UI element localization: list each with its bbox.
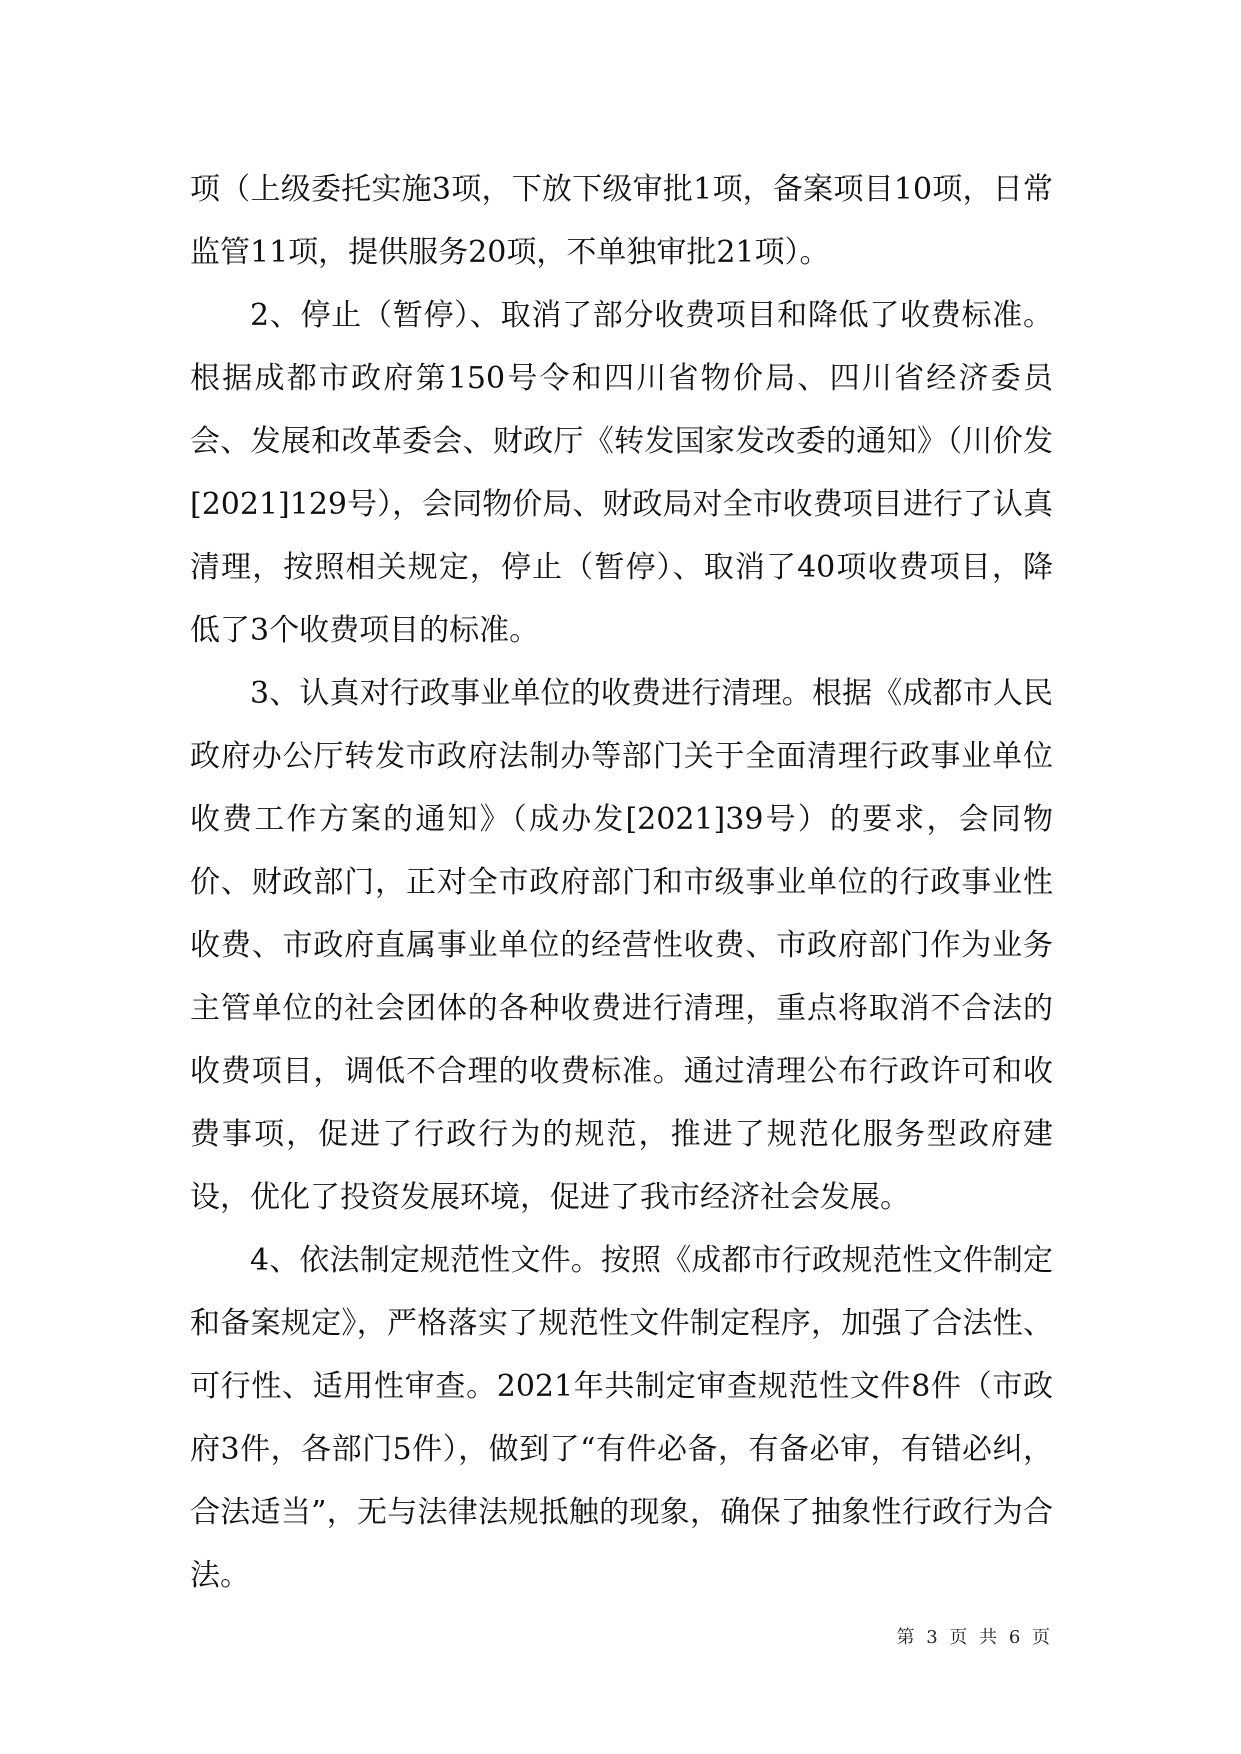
paragraph-continuation: 项（上级委托实施3项，下放下级审批1项，备案项目10项，日常监管11项，提供服务20项，不单独审批21项）。 — [190, 172, 1053, 270]
page-number: 第 3 页 共 6 页 — [896, 1627, 1053, 1648]
paragraph-fee-cleanup: 3、认真对行政事业单位的收费进行清理。根据《成都市人民政府办公厅转发市政府法制办等部门关于全面清理行政事业单位收费工作方案的通知》（成办发[2021]39号）的要求，会同物价、财政部门，正对全市政府部门和市级事业单位的行政事业性收费、市政府直属事业单位的经营性收费、市政府部门作为业务主管单位的社会团体的各种收费进行清理，重点将取消不合法的收费项目，调低不合理的收费标准。通过清理公布行政许可和收费事项，促进了行政行为的规范，推进了规范化服务型政府建设，优化了投资发展环境，促进了我市经济社会发展。 — [190, 676, 1053, 1215]
document-body — [190, 158, 1053, 1607]
paragraph-fee-items: 2、停止（暂停）、取消了部分收费项目和降低了收费标准。根据成都市政府第150号令和四川省物价局、四川省经济委员会、发展和改革委会、财政厅《转发国家发改委的通知》（川价发[2021]129号），会同物价局、财政局对全市收费项目进行了认真清理，按照相关规定，停止（暂停）、取消了40项收费项目，降低了3个收费项目的标准。 — [190, 298, 1053, 648]
paragraph-normative-documents: 4、依法制定规范性文件。按照《成都市行政规范性文件制定和备案规定》，严格落实了规范性文件制定程序，加强了合法性、可行性、适用性审查。2021年共制定审查规范性文件8件（市政府3件，各部门5件），做到了“有件必备，有备必审，有错必纠，合法适当”，无与法律法规抵触的现象，确保了抽象性行政行为合法。 — [190, 1243, 1053, 1593]
